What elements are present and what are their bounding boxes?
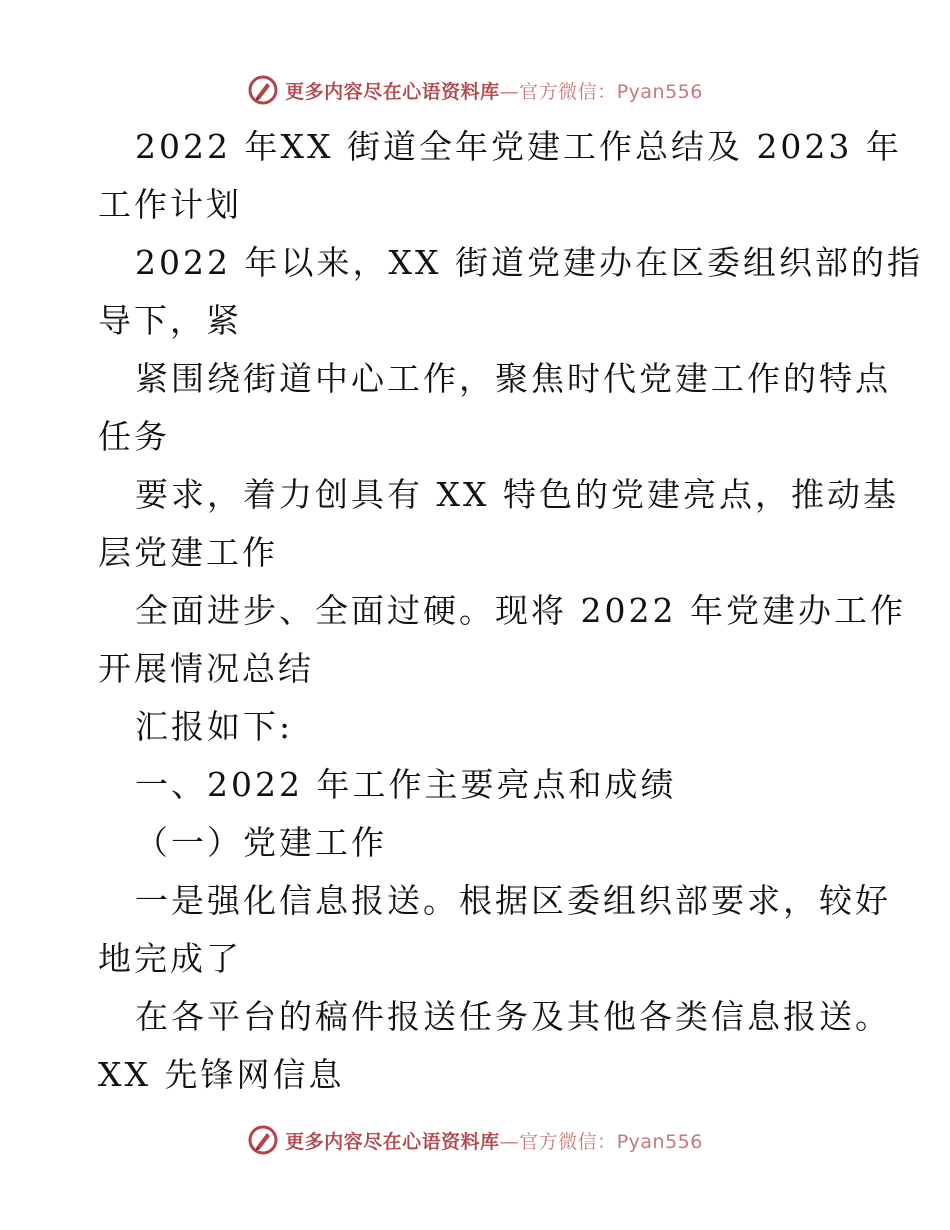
pen-logo-icon <box>247 1124 279 1156</box>
watermark-separator: — <box>499 1130 520 1153</box>
text-line-5: 紧围绕街道中心工作，聚焦时代党建工作的特点 <box>135 359 891 398</box>
text-line-14: 一是强化信息报送。根据区委组织部要求，较好 <box>135 881 891 920</box>
watermark-official: 官方微信： <box>519 80 617 103</box>
pen-logo-icon <box>247 74 279 106</box>
watermark-handle: Pyan556 <box>616 80 703 103</box>
subsection-heading-1: （一）党建工作 <box>135 823 387 862</box>
watermark-text <box>285 1127 703 1154</box>
watermark-brand: 更多内容尽在心语资料库 <box>285 1130 500 1153</box>
watermark-official: 官方微信： <box>519 1130 617 1153</box>
header-watermark <box>0 70 950 110</box>
text-line-10: 开展情况总结 <box>98 649 314 688</box>
text-line-17: XX 先锋网信息 <box>98 1055 345 1094</box>
text-line-6: 任务 <box>98 417 170 456</box>
text-line-16: 在各平台的稿件报送任务及其他各类信息报送。 <box>135 997 891 1036</box>
text-line-9: 全面进步、全面过硬。现将 2022 年党建办工作 <box>135 591 906 630</box>
text-line-11: 汇报如下: <box>135 707 294 746</box>
footer-watermark <box>0 1120 950 1160</box>
watermark-brand: 更多内容尽在心语资料库 <box>285 80 500 103</box>
section-heading-1: 一、2022 年工作主要亮点和成绩 <box>135 765 677 804</box>
text-line-15: 地完成了 <box>98 939 242 978</box>
watermark-handle: Pyan556 <box>616 1130 703 1153</box>
text-line-3: 2022 年以来，XX 街道党建办在区委组织部的指 <box>135 243 923 282</box>
text-line-2: 工作计划 <box>98 185 242 224</box>
watermark-separator: — <box>499 80 520 103</box>
text-line-8: 层党建工作 <box>98 533 278 572</box>
watermark-text <box>285 77 703 104</box>
text-line-1: 2022 年XX 街道全年党建工作总结及 2023 年 <box>135 127 902 166</box>
text-line-4: 导下，紧 <box>98 301 242 340</box>
document-body <box>98 118 923 1104</box>
text-line-7: 要求，着力创具有 XX 特色的党建亮点，推动基 <box>135 475 899 514</box>
